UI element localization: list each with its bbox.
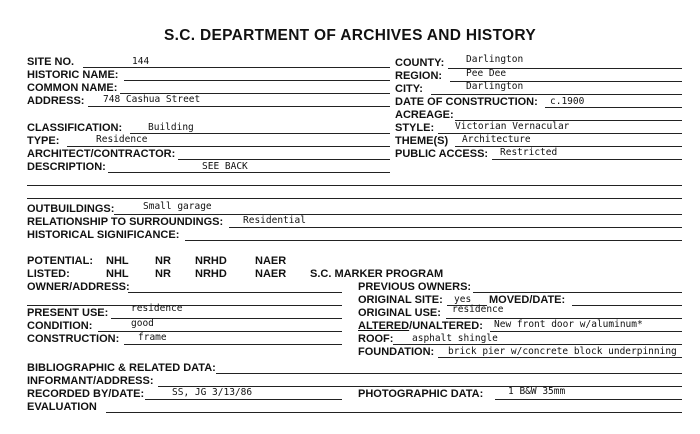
historic-name-label: HISTORIC NAME:: [27, 69, 119, 81]
bibliographic-line: [216, 373, 682, 374]
architect-label: ARCHITECT/CONTRACTOR:: [27, 148, 176, 160]
moved-date-label: MOVED/DATE:: [489, 294, 566, 306]
present-use-value: residence: [131, 303, 183, 314]
type-value: Residence: [96, 134, 148, 145]
evaluation-line: [106, 412, 682, 413]
moved-date-line: [572, 305, 682, 306]
date-of-construction-value: c.1900: [550, 96, 585, 107]
original-site-label: ORIGINAL SITE:: [358, 294, 443, 306]
roof-line: [393, 344, 682, 345]
condition-line: [98, 331, 342, 332]
type-label: TYPE:: [27, 135, 60, 147]
altered-value: New front door w/aluminum*: [494, 319, 643, 330]
photographic-data-value: 1 B&W 35mm: [508, 386, 566, 397]
region-value: Pee Dee: [466, 68, 507, 79]
foundation-label: FOUNDATION:: [358, 346, 435, 358]
listed-label: LISTED:: [27, 268, 70, 280]
original-use-value: residence: [452, 304, 504, 315]
city-line: [431, 94, 682, 95]
description-value: SEE BACK: [202, 161, 248, 172]
foundation-line: [438, 357, 682, 358]
owner-address-line-2: [27, 305, 342, 306]
construction-line: [124, 344, 342, 345]
historical-significance-line: [185, 240, 682, 241]
historic-name-line: [124, 80, 390, 81]
classification-line: [130, 133, 390, 134]
recorded-by-line: [145, 399, 342, 400]
listed-nhl: NHL: [106, 268, 129, 280]
relationship-line: [229, 227, 682, 228]
acreage-label: ACREAGE:: [395, 109, 454, 121]
themes-label: THEME(S): [395, 135, 449, 147]
common-name-label: COMMON NAME:: [27, 82, 118, 94]
description-label: DESCRIPTION:: [27, 161, 106, 173]
date-of-construction-line: [545, 107, 682, 108]
recorded-by-value: SS, JG 3/13/86: [172, 387, 253, 398]
photographic-data-label: PHOTOGRAPHIC DATA:: [358, 388, 484, 400]
potential-label: POTENTIAL:: [27, 255, 93, 267]
site-no-label: SITE NO.: [27, 56, 75, 68]
previous-owners-line: [473, 292, 682, 293]
condition-value: good: [131, 318, 154, 329]
original-use-label: ORIGINAL USE:: [358, 307, 441, 319]
public-access-line: [492, 159, 682, 160]
potential-nr: NR: [155, 255, 171, 267]
potential-nrhd: NRHD: [195, 255, 227, 267]
potential-naer: NAER: [255, 255, 287, 267]
description-blank-line-2: [27, 198, 682, 199]
themes-line: [455, 146, 682, 147]
city-label: CITY:: [395, 83, 423, 95]
description-line: [108, 172, 390, 173]
region-label: REGION:: [395, 70, 443, 82]
condition-label: CONDITION:: [27, 320, 93, 332]
classification-label: CLASSIFICATION:: [27, 122, 123, 134]
description-blank-line-1: [27, 185, 682, 186]
construction-label: CONSTRUCTION:: [27, 333, 120, 345]
listed-nr: NR: [155, 268, 171, 280]
roof-label: ROOF:: [358, 333, 394, 345]
marker-program-label: S.C. MARKER PROGRAM: [310, 268, 444, 280]
listed-nrhd: NRHD: [195, 268, 227, 280]
address-label: ADDRESS:: [27, 95, 85, 107]
roof-value: asphalt shingle: [412, 333, 498, 344]
previous-owners-label: PREVIOUS OWNERS:: [358, 281, 472, 293]
bibliographic-label: BIBLIOGRAPHIC & RELATED DATA:: [27, 362, 216, 374]
address-line: [88, 106, 390, 107]
relationship-value: Residential: [243, 215, 306, 226]
altered-line: [490, 331, 682, 332]
style-label: STYLE:: [395, 122, 435, 134]
form-title: S.C. DEPARTMENT OF ARCHIVES AND HISTORY: [164, 27, 536, 44]
type-line: [67, 146, 390, 147]
outbuildings-value: Small garage: [143, 201, 212, 212]
construction-value: frame: [138, 332, 167, 343]
outbuildings-label: OUTBUILDINGS:: [27, 203, 115, 215]
date-of-construction-label: DATE OF CONSTRUCTION:: [395, 96, 538, 108]
classification-value: Building: [148, 122, 194, 133]
style-value: Victorian Vernacular: [455, 121, 570, 132]
owner-address-line: [128, 292, 342, 293]
county-label: COUNTY:: [395, 57, 445, 69]
evaluation-label: EVALUATION: [27, 401, 97, 413]
listed-naer: NAER: [255, 268, 287, 280]
informant-label: INFORMANT/ADDRESS:: [27, 375, 154, 387]
unaltered-word: /UNALTERED:: [409, 320, 483, 332]
county-value: Darlington: [466, 54, 524, 65]
altered-word: ALTERED: [358, 320, 410, 332]
recorded-by-label: RECORDED BY/DATE:: [27, 388, 145, 400]
architect-line: [178, 159, 390, 160]
site-no-line: [83, 67, 390, 68]
foundation-value: brick pier w/concrete block underpinning: [448, 346, 677, 357]
original-site-value: yes: [454, 294, 472, 305]
historical-significance-label: HISTORICAL SIGNIFICANCE:: [27, 229, 180, 241]
altered-label: [358, 320, 483, 333]
owner-address-label: OWNER/ADDRESS:: [27, 281, 130, 293]
themes-value: Architecture: [462, 134, 531, 145]
site-no-value: 144: [132, 56, 150, 67]
photographic-data-line: [495, 399, 682, 400]
present-use-label: PRESENT USE:: [27, 307, 109, 319]
outbuildings-line: [114, 214, 682, 215]
public-access-label: PUBLIC ACCESS:: [395, 148, 489, 160]
address-value: 748 Cashua Street: [103, 94, 201, 105]
relationship-label: RELATIONSHIP TO SURROUNDINGS:: [27, 216, 224, 228]
city-value: Darlington: [466, 81, 524, 92]
public-access-value: Restricted: [500, 147, 558, 158]
potential-nhl: NHL: [106, 255, 129, 267]
